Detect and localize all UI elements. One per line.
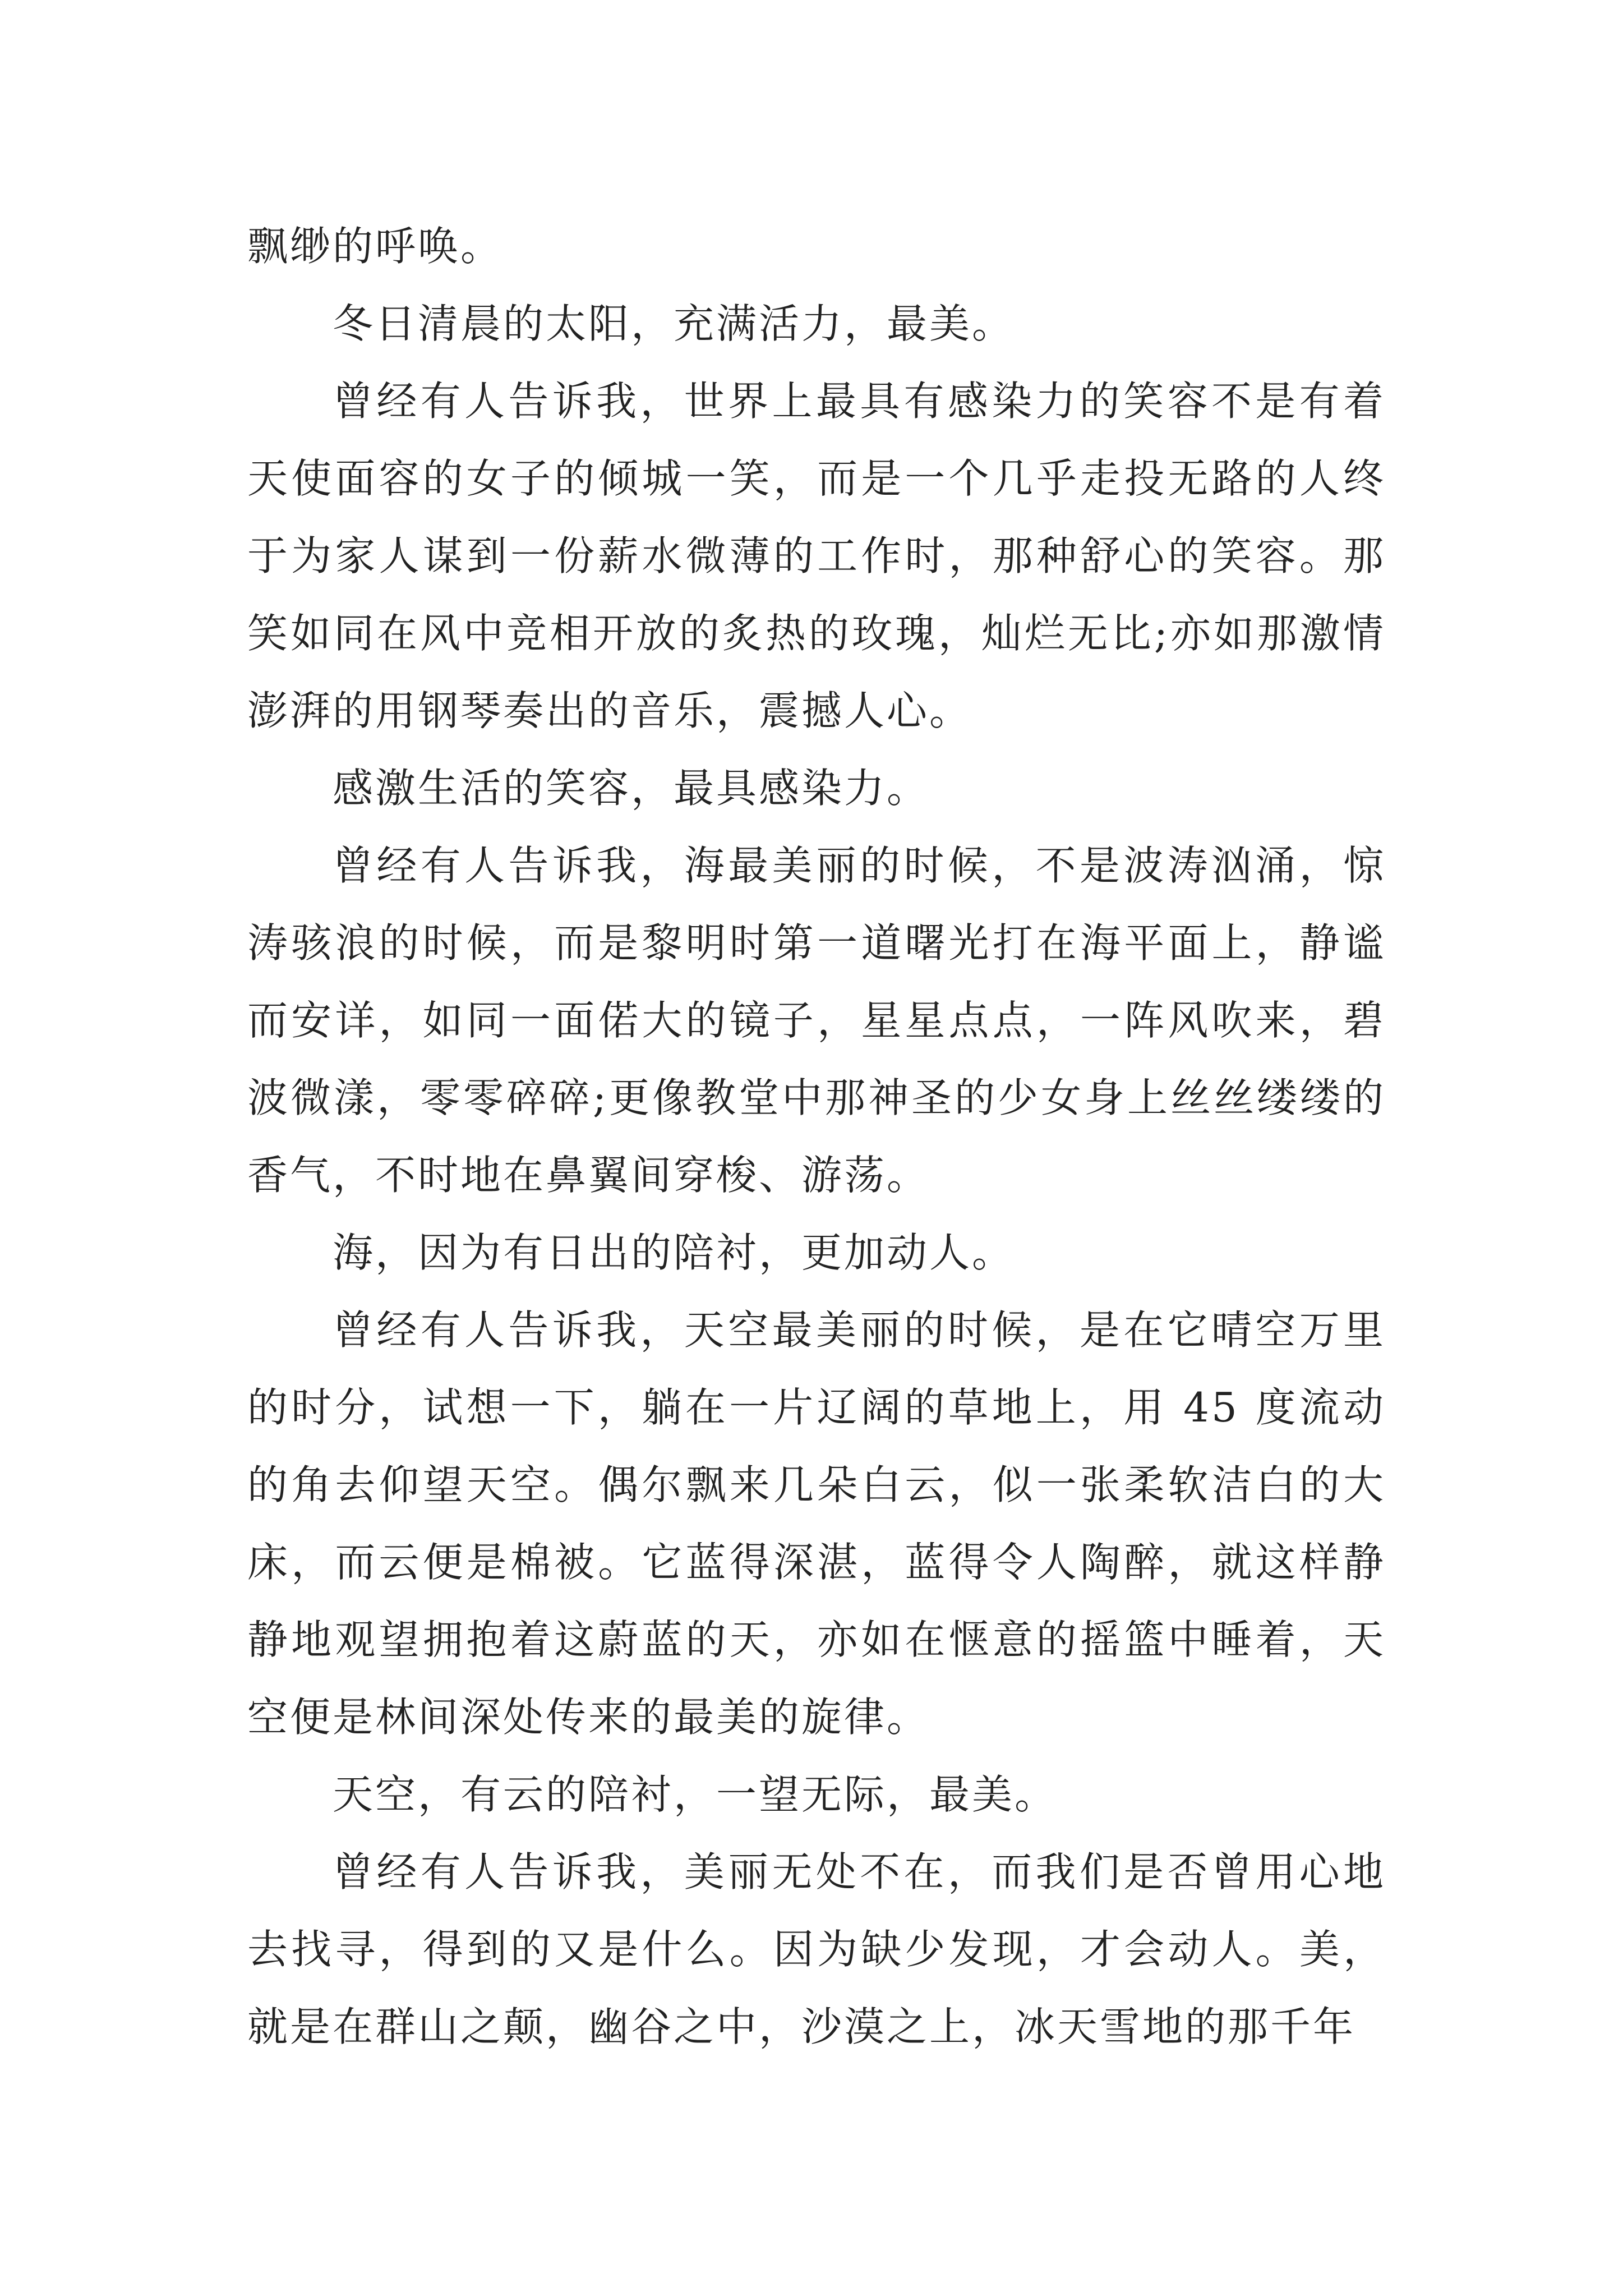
paragraph: 海，因为有日出的陪衬，更加动人。 — [333, 1229, 1015, 1276]
paragraph: 曾经有人告诉我，美丽无处不在，而我们是否曾用心地去找寻，得到的又是什么。因为缺少发现，才会动人。美，就是在群山之颠，幽谷之中，沙漠之上，冰天雪地的那千年 — [247, 1848, 1386, 2050]
paragraph: 飘缈的呼唤。 — [247, 223, 504, 270]
body-text — [247, 208, 1386, 2065]
paragraph: 天空，有云的陪衬，一望无际，最美。 — [333, 1771, 1058, 1818]
paragraph: 曾经有人告诉我，海最美丽的时候，不是波涛汹涌，惊涛骇浪的时候，而是黎明时第一道曙光打在海平面上，静谧而安详，如同一面偌大的镜子，星星点点，一阵风吹来，碧波微漾，零零碎碎;更像教堂中那神圣的少女身上丝丝缕缕的香气，不时地在鼻翼间穿梭、游荡。 — [247, 842, 1386, 1199]
paragraph: 曾经有人告诉我，世界上最具有感染力的笑容不是有着天使面容的女子的倾城一笑，而是一个几乎走投无路的人终于为家人谋到一份薪水微薄的工作时，那种舒心的笑容。那笑如同在风中竞相开放的炙热的玫瑰，灿烂无比;亦如那激情澎湃的用钢琴奏出的音乐，震撼人心。 — [247, 378, 1386, 734]
paragraph: 曾经有人告诉我，天空最美丽的时候，是在它晴空万里的时分，试想一下，躺在一片辽阔的草地上，用 45 度流动的角去仰望天空。偶尔飘来几朵白云，似一张柔软洁白的大床，而云便是棉被。它蓝得深湛，蓝得令人陶醉，就这样静静地观望拥抱着这蔚蓝的天，亦如在惬意的摇篮中睡着，天空便是林间深处传来的最美的旋律。 — [247, 1306, 1386, 1741]
paragraph: 感激生活的笑容，最具感染力。 — [333, 765, 930, 812]
paragraph: 冬日清晨的太阳，充满活力，最美。 — [333, 300, 1015, 347]
